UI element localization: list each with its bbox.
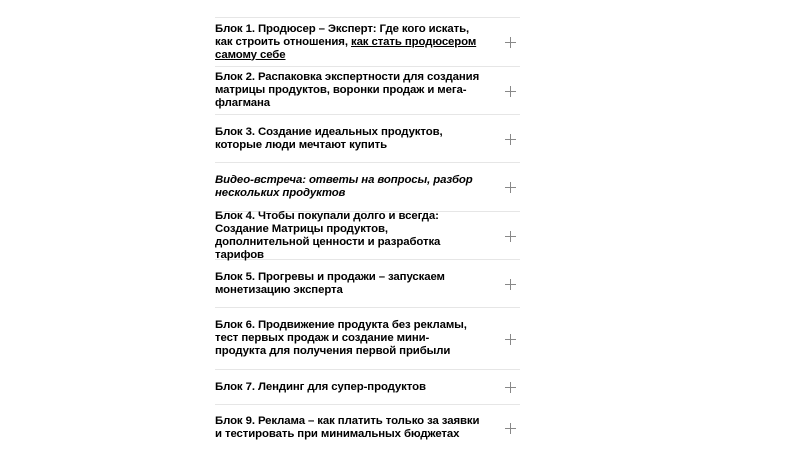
accordion-item-title: Блок 2. Распаковка экспертности для создания матрицы продуктов, воронки продаж и мега-флагмана xyxy=(215,71,480,109)
plus-icon[interactable] xyxy=(505,86,516,97)
accordion-item-title xyxy=(215,23,480,62)
plus-icon[interactable] xyxy=(505,231,516,242)
plus-icon[interactable] xyxy=(505,334,516,345)
plus-icon[interactable] xyxy=(505,182,516,193)
accordion-item-title: Блок 5. Прогревы и продажи – запускаем монетизацию эксперта xyxy=(215,270,445,296)
accordion-item-title: Блок 9. Реклама – как платить только за заявки и тестировать при минимальных бюджетах xyxy=(215,415,480,440)
accordion-item-block-6[interactable] xyxy=(215,308,520,370)
plus-icon[interactable] xyxy=(505,423,516,434)
plus-icon[interactable] xyxy=(505,134,516,145)
accordion-item-title: Видео-встреча: ответы на вопросы, разбор нескольких продуктов xyxy=(215,174,473,199)
accordion-item-title: Блок 4. Чтобы покупали долго и всегда: Создание Матрицы продуктов, дополнительной ценности и разработка тарифов xyxy=(215,209,441,261)
accordion-item-block-1[interactable] xyxy=(215,18,520,67)
accordion-item-block-3[interactable] xyxy=(215,115,520,163)
accordion-item-block-4[interactable] xyxy=(215,209,520,261)
plus-icon[interactable] xyxy=(505,37,516,48)
course-program-accordion xyxy=(215,17,520,450)
accordion-item-block-2[interactable] xyxy=(215,67,520,115)
accordion-item-title: Блок 6. Продвижение продукта без рекламы, тест первых продаж и создание мини-продукта для получения первой прибыли xyxy=(215,319,467,357)
accordion-item-block-9[interactable] xyxy=(215,405,520,450)
accordion-item-video-meeting[interactable] xyxy=(215,163,520,212)
plus-icon[interactable] xyxy=(505,382,516,393)
accordion-item-title-text: Блок 1. Продюсер – Эксперт: Где кого искать, как строить отношения, xyxy=(215,22,470,48)
accordion-item-title: Блок 7. Лендинг для супер-продуктов xyxy=(215,380,426,393)
plus-icon[interactable] xyxy=(505,279,516,290)
accordion-item-title: Блок 3. Создание идеальных продуктов, которые люди мечтают купить xyxy=(215,125,443,151)
accordion-item-block-5[interactable] xyxy=(215,260,520,308)
accordion-item-block-7[interactable] xyxy=(215,370,520,405)
accordion-item-title-link[interactable]: как стать продюсером самому себе xyxy=(215,35,477,61)
